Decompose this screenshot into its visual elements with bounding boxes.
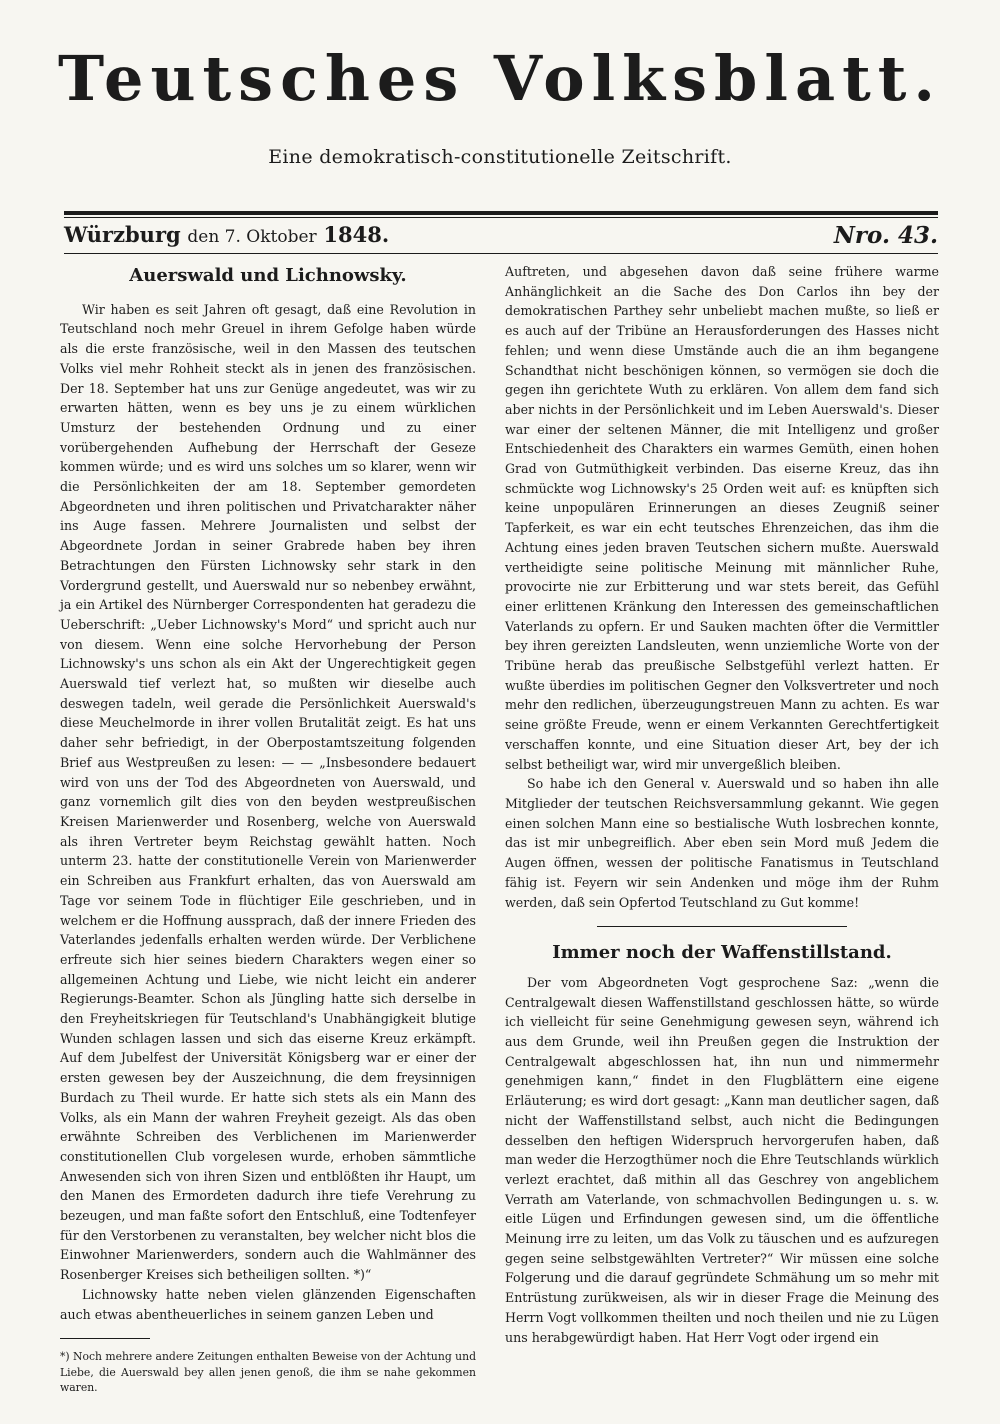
- dateline-rule-bottom: [64, 253, 938, 254]
- article-heading-waffenstillstand: Immer noch der Waffenstillstand.: [552, 942, 892, 964]
- dateline-place: Würzburg: [64, 222, 181, 247]
- column-right: [505, 262, 939, 1347]
- article1-paragraph-3: Auftreten, und abgesehen davon daß seine frühere warme Anhänglichkeit an die Sache des Don Carlos ihn bey der demokratischen Parthey sehr unbeliebt machen mußte, so ließ er es auch auf der Tribüne an Herausforderungen des Hasses nicht fehlen; und wenn diese Umstände auch die an ihm begangene Schandthat nicht beschönigen können, so vermögen sie doch die gegen ihn gerichtete Wuth zu erklären. Von allem dem fand sich aber nichts in der Persönlichkeit und im Leben Auerswald's. Dieser war einer der seltenen Männer, die mit Intelligenz und großer Entschiedenheit des Charakters ein warmes Gemüth, einen hohen Grad von Gutmüthigkeit verbinden. Das eiserne Kreuz, das ihn schmückte wog Lichnowsky's 25 Orden weit auf: es knüpften sich keine unpopulären Erinnerungen an dieses Zeugniß seiner Tapferkeit, es war ein echt teutsches Ehrenzeichen, das ihm die Achtung eines jeden braven Teutschen sichern mußte. Auerswald vertheidigte seine politische Meinung mit männlicher Ruhe, provocirte nie zur Erbitterung und war stets bereit, das Gefühl einer erlittenen Kränkung den Interessen des gemeinschaftlichen Vaterlands zu opfern. Er und Sauken machten öfter die Vermittler bey ihren gereizten Landsleuten, wenn unziemliche Worte von der Tribüne herab das preußische Selbstgefühl verlezt hatten. Er wußte überdies im politischen Gegner den Volksvertreter und noch mehr den redlichen, überzeugungstreuen Mann zu achten. Es war seine größte Freude, wenn er einem Verkannten Gerechtfertigkeit verschaffen konnte, und eine Situation dieser Art, bey der ich selbst betheiligt war, wird mir unvergeßlich bleiben.: [505, 264, 939, 772]
- issue-number: Nro. 43.: [833, 222, 938, 249]
- masthead-rule-top-thin: [64, 217, 938, 218]
- article-separator: [597, 926, 847, 927]
- article1-paragraph-1: Wir haben es seit Jahren oft gesagt, daß eine Revolution in Teutschland noch mehr Greuel in ihrem Gefolge haben würde als die erste französische, weil in den Massen des teutschen Volks viel mehr Rohheit steckt als in jenen des französischen. Der 18. September hat uns zur Genüge angedeutet, was wir zu erwarten hätten, wenn es bey uns je zu einem würklichen Umsturz der bestehenden Ordnung und zu einer vorübergehenden Aufhebung der Herrschaft der Geseze kommen würde; und es wird uns solches um so klarer, wenn wir die Persönlichkeiten der am 18. September gemordeten Abgeordneten und ihren politischen und Privatcharakter näher ins Auge fassen. Mehrere Journalisten und selbst der Abgeordnete Jordan in seiner Grabrede haben bey ihren Betrachtungen den Fürsten Lichnowsky sehr stark in den Vordergrund gestellt, und Auerswald nur so nebenbey erwähnt, ja ein Artikel des Nürnberger Correspondenten hat geradezu die Ueberschrift: „Ueber Lichnowsky's Mord“ und spricht auch nur von diesem. Wenn eine solche Hervorhebung der Person Lichnowsky's uns schon als ein Akt der Ungerechtigkeit gegen Auerswald tief verlezt hat, so mußten wir dieselbe auch deswegen tadeln, weil gerade die Persönlichkeit Auerswald's diese Meuchelmorde in ihrer vollen Brutalität zeigt. Es hat uns daher sehr befriedigt, in der Oberpostamtszeitung folgenden Brief aus Westpreußen zu lesen: — — „Insbesondere bedauert wird von uns der Tod des Abgeordneten von Auerswald, und ganz vornemlich gilt dies von den beyden westpreußischen Kreisen Marienwerder und Rosenberg, welche von Auerswald als ihren Vertreter beym Reichstag gewählt hatten. Noch unterm 23. hatte der constitutionelle Verein von Marienwerder ein Schreiben aus Frankfurt erhalten, das von Auerswald am Tage vor seinem Tode in flüchtiger Eile geschrieben, und in welchem er die Hoffnung aussprach, daß der innere Frieden des Vaterlandes jedenfalls erhalten werden würde. Der Verblichene erfreute sich hier seines biedern Charakters wegen einer so allgemeinen Achtung und Liebe, wie nicht leicht ein anderer Regierungs-Beamter. Schon als Jüngling hatte sich derselbe in den Freyheitskriegen für Teutschland's Unabhängigkeit blutige Wunden schlagen lassen und sich das eiserne Kreuz erkämpft. Auf dem Jubelfest der Universität Königsberg war er einer der ersten gewesen bey der Auszeichnung, die dem freysinnigen Burdach zu Theil wurde. Er hatte sich stets als ein Mann des Volks, als ein Mann der wahren Freyheit gezeigt. Als das oben erwähnte Schreiben des Verblichenen im Marienwerder constitutionellen Club vorgelesen wurde, erhoben sämmtliche Anwesenden sich von ihren Sizen und entblößten ihr Haupt, um den Manen des Ermordeten dadurch ihre tiefe Verehrung zu bezeugen, und man faßte sofort den Entschluß, eine Todtenfeyer für den Verstorbenen zu veranstalten, bey welcher nicht blos die Einwohner Marienwerders, sondern auch die Wahlmänner des Rosenberger Kreises sich betheiligen sollten. *)“: [60, 301, 476, 1283]
- dateline: [64, 222, 938, 252]
- column-left: [60, 266, 476, 1396]
- footnote: *) Noch mehrere andere Zeitungen enthalten Beweise von der Achtung und Liebe, die Auerswald bey allen jenen genoß, die ihm se nahe gekommen waren.: [60, 1350, 476, 1395]
- newspaper-subtitle: Eine demokratisch-constitutionelle Zeitschrift.: [268, 146, 732, 168]
- newspaper-title: Teutsches Volksblatt.: [58, 42, 942, 115]
- article2-paragraph-1: Der vom Abgeordneten Vogt gesprochene Saz: „wenn die Centralgewalt diesen Waffenstillstand geschlossen hätte, so würde ich vielleicht für seine Genehmigung gewesen seyn, während ich aus dem Grunde, weil ihn Preußen gegen die Instruktion der Centralgewalt abgeschlossen hat, ihn nun und nimmermehr genehmigen kann,“ findet in den Flugblättern eine eigene Erläuterung; es wird dort gesagt: „Kann man deutlicher sagen, daß nicht der Waffenstillstand selbst, auch nicht die Bedingungen desselben den heftigen Widerspruch hervorgerufen haben, daß man weder die Herzogthümer noch die Ehre Teutschlands würklich verlezt erachtet, daß mithin all das Geschrey von angeblichem Verrath am Vaterlande, von schmachvollen Bedingungen u. s. w. eitle Lügen und Erfindungen gewesen sind, um die öffentliche Meinung irre zu leiten, um das Volk zu täuschen und es aufzuregen gegen seine selbstgewählten Vertreter?“ Wir müssen eine solche Folgerung und die darauf gegründete Schmähung um so mehr mit Entrüstung zurükweisen, als wir in dieser Frage die Meinung des Herrn Vogt vollkommen theilten und noch theilen und nie zu Lügen uns herabgewürdigt haben. Hat Herr Vogt oder irgend ein: [505, 974, 939, 1345]
- dateline-date: den 7. Oktober: [187, 227, 317, 247]
- footnote-rule: [60, 1338, 150, 1339]
- article-heading-auerswald: Auerswald und Lichnowsky.: [129, 265, 407, 286]
- dateline-year: 1848.: [323, 222, 390, 247]
- masthead: [0, 40, 1000, 168]
- article1-paragraph-2: Lichnowsky hatte neben vielen glänzenden Eigenschaften auch etwas abentheuerliches in seinem ganzen Leben und: [60, 1286, 476, 1322]
- masthead-rule-top: [64, 211, 938, 215]
- article1-paragraph-4: So habe ich den General v. Auerswald und so haben ihn alle Mitglieder der teutschen Reichsversammlung gekannt. Wie gegen einen solchen Mann eine so bestialische Wuth losbrechen konnte, das ist mir unbegreiflich. Aber eben sein Mord muß Jedem die Augen öffnen, wessen der politische Fanatismus in Teutschland fähig ist. Feyern wir sein Andenken und möge ihm der Ruhm werden, daß sein Opfertod Teutschland zu Gut komme!: [505, 776, 939, 910]
